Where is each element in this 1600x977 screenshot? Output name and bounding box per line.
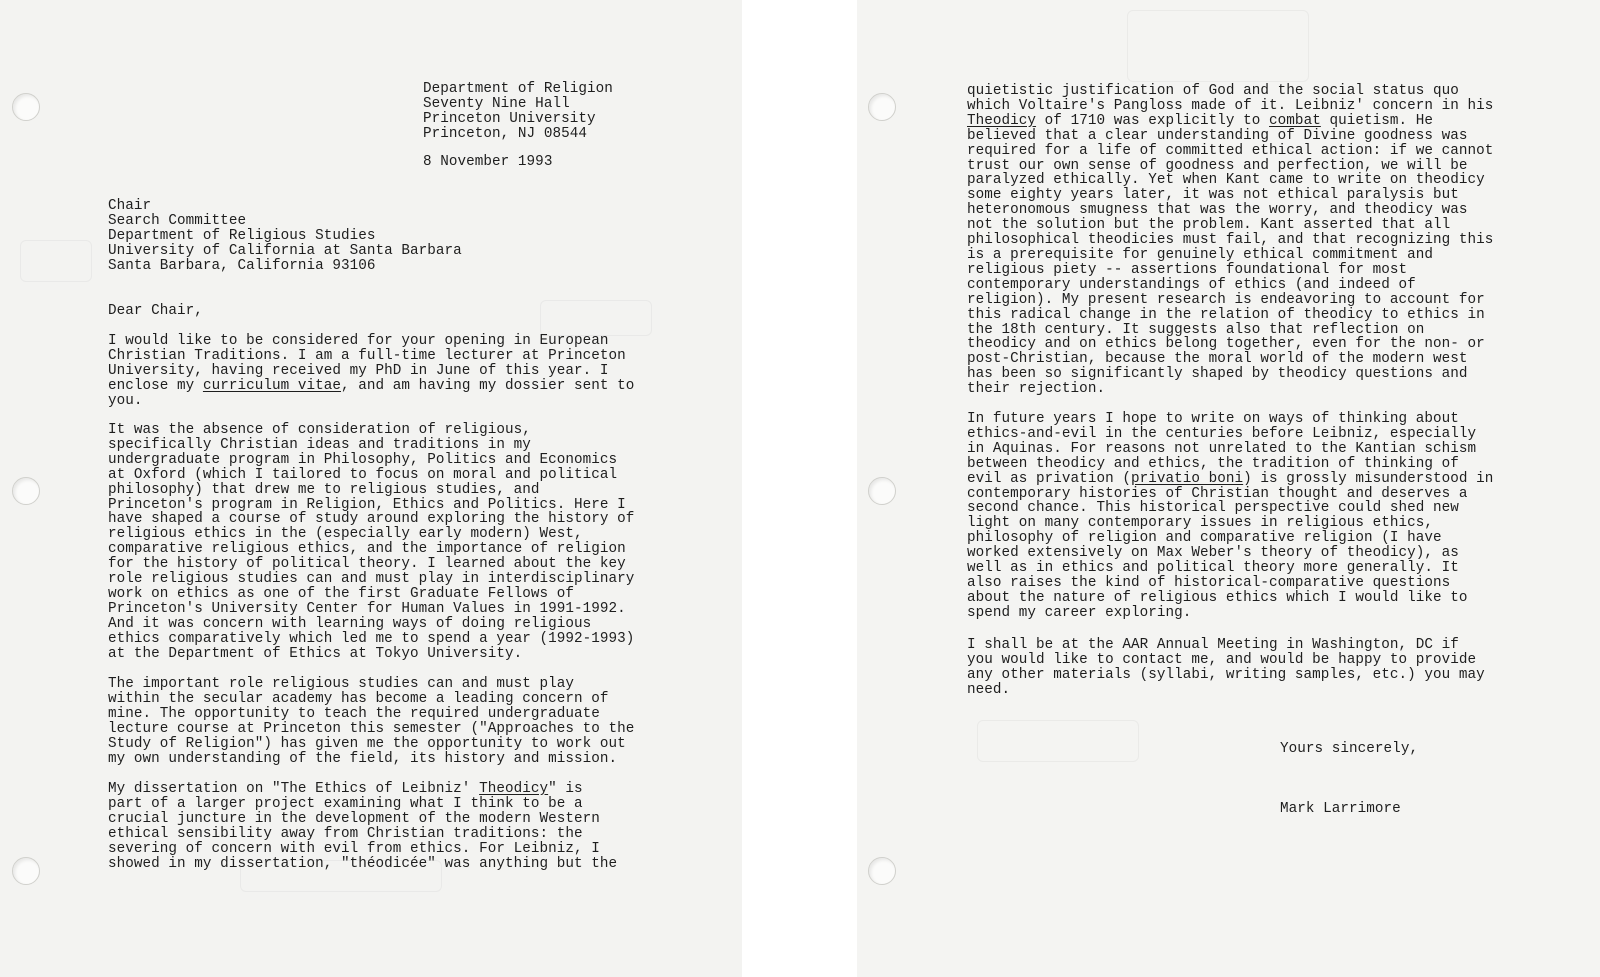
paragraph-4: My dissertation on "The Ethics of Leibniz' Theodicy" is part of a larger project examining what I think to be a crucial juncture in the development of the modern Western ethical sensibility away from Christian traditions: the severing of concern with evil from ethics. For Leibniz, I showed in my dissertation, "théodicée" was anything but the [108, 781, 618, 872]
show-through-mark [540, 300, 652, 336]
show-through-mark [20, 240, 92, 282]
paragraph-6: In future years I hope to write on ways of thinking about ethics-and-evil in the centuries before Leibniz, especially in Aquinas. For reasons not unrelated to the Kantian schism between theodicy and ethics, the tradition of thinking of evil as privation (privatio boni) is grossly misunderstood in contemporary histories of Christian thought and deserves a second chance. This historical perspective could shed new light on many contemporary issues in religious ethics, philosophy of religion and comparative religion (I have worked extensively on Max Weber's theory of theodicy), as well as in ethics and political theory more generally. It also raises the kind of historical-comparative questions about the nature of religious ethics which I would like to spend my career exploring. [967, 411, 1494, 621]
punch-hole [868, 93, 896, 121]
underlined-term: Theodicy [967, 112, 1037, 129]
letter-page-2 [857, 0, 1600, 977]
underlined-term: privatio boni [1130, 470, 1244, 487]
underlined-term: combat [1269, 112, 1321, 129]
return-address: Department of Religion Seventy Nine Hall Princeton University Princeton, NJ 08544 [423, 81, 613, 142]
punch-hole [868, 857, 896, 885]
underlined-term: Theodicy [479, 781, 549, 797]
signature-name: Mark Larrimore [1280, 801, 1401, 817]
salutation: Dear Chair, [108, 303, 203, 319]
punch-hole [12, 477, 40, 505]
paragraph-3: The important role religious studies can and must play within the secular academy has become a leading concern of mine. The opportunity to teach the required undergraduate lecture course at Princeton this semester ("Approaches to the Study of Religion") has given me the opportunity to work out my own understanding of the field, its history and mission. [108, 676, 635, 767]
paragraph-2: It was the absence of consideration of religious, specifically Christian ideas and traditions in my undergraduate program in Philosophy, Politics and Economics at Oxford (which I tailored to focus on moral and political philosophy) that drew me to religious studies, and Princeton's program in Religion, Ethics and Politics. Here I have shaped a course of study around exploring the history of religious ethics in the (especially early modern) West, comparative religious ethics, and the importance of religion for the history of political theory. I learned about the key role religious studies can and must play in interdisciplinary work on ethics as one of the first Graduate Fellows of Princeton's University Center for Human Values in 1991-1992. And it was concern with learning ways of doing religious ethics comparatively which led me to spend a year (1992-1993) at the Department of Ethics at Tokyo University. [108, 422, 635, 662]
paragraph-7: I shall be at the AAR Annual Meeting in Washington, DC if you would like to contact me, and would be happy to provide any other materials (syllabi, writing samples, etc.) you may need. [967, 637, 1485, 698]
underlined-term: curriculum vitae [202, 377, 342, 394]
paragraph-5: quietistic justification of God and the social status quo which Voltaire's Pangloss made of it. Leibniz' concern in his Theodicy of 1710 was explicitly to combat quietism. He believed that a clear understanding of Divine goodness was required for a life of committed ethical action: if we cannot trust our own sense of goodness and perfection, we will be paralyzed ethically. Yet when Kant came to write on theodicy some eighty years later, it was not ethical paralysis but heteronomous smugness that was the worry, and theodicy was not the solution but the problem. Kant asserted that all philosophical theodicies must fail, and that recognizing this is a prerequisite for genuinely ethical commitment and religious piety -- assertions foundational for most contemporary understandings of ethics (and indeed of religion). My present research is endeavoring to account for this radical change in the relation of theodicy to ethics in the 18th century. It suggests also that reflection on theodicy and on ethics belong together, even for the non- or post-Christian, because the moral world of the modern west has been so significantly shaped by theodicy questions and their rejection. [967, 83, 1494, 398]
paragraph-1: I would like to be considered for your opening in European Christian Traditions. I am a full-time lecturer at Princeton University, having received my PhD in June of this year. I enclose my curriculum vitae, and am having my dossier sent to you. [108, 333, 635, 409]
punch-hole [12, 857, 40, 885]
recipient-address: Chair Search Committee Department of Religious Studies University of California at Santa Barbara Santa Barbara, California 93106 [108, 198, 462, 274]
show-through-mark [977, 720, 1139, 762]
punch-hole [868, 477, 896, 505]
closing: Yours sincerely, [1280, 741, 1419, 757]
punch-hole [12, 93, 40, 121]
letter-page-1 [0, 0, 742, 977]
show-through-mark [1127, 10, 1309, 82]
letter-date: 8 November 1993 [423, 154, 553, 170]
